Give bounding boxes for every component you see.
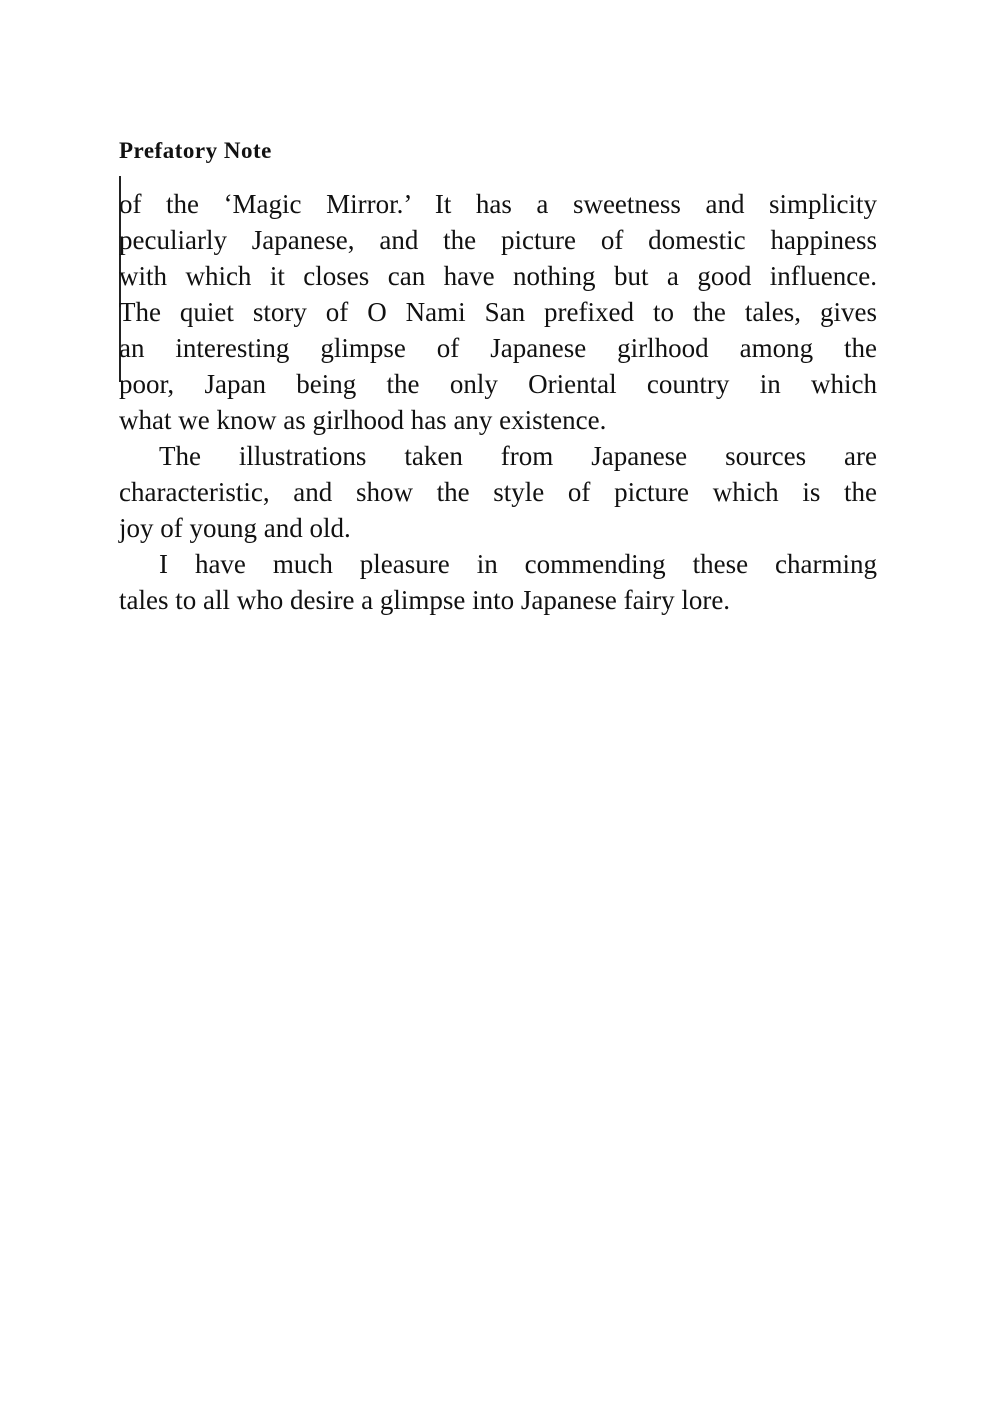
text-line: of the ‘Magic Mirror.’ It has a sweetness and simplicity xyxy=(119,189,877,219)
running-head-title: Prefatory Note xyxy=(119,138,272,163)
text-line: I have much pleasure in commending these charming xyxy=(159,549,877,579)
text-line: joy of young and old. xyxy=(119,513,351,543)
text-line: poor, Japan being the only Oriental country in which xyxy=(119,369,877,399)
text-line: what we know as girlhood has any existence. xyxy=(119,405,607,435)
text-line: The quiet story of O Nami San prefixed to the tales, gives xyxy=(119,297,877,327)
text-line: peculiarly Japanese, and the picture of domestic happiness xyxy=(119,225,877,255)
text-line: tales to all who desire a glimpse into Japanese fairy lore. xyxy=(119,585,731,615)
body-text xyxy=(119,186,877,618)
text-line: The illustrations taken from Japanese sources are xyxy=(159,441,877,471)
paragraph-2 xyxy=(119,438,877,546)
paragraph-3 xyxy=(119,546,877,618)
paragraph-1 xyxy=(119,186,877,438)
text-line: with which it closes can have nothing but a good influence. xyxy=(119,261,877,291)
text-line: characteristic, and show the style of picture which is the xyxy=(119,477,877,507)
text-line: an interesting glimpse of Japanese girlhood among the xyxy=(119,333,877,363)
